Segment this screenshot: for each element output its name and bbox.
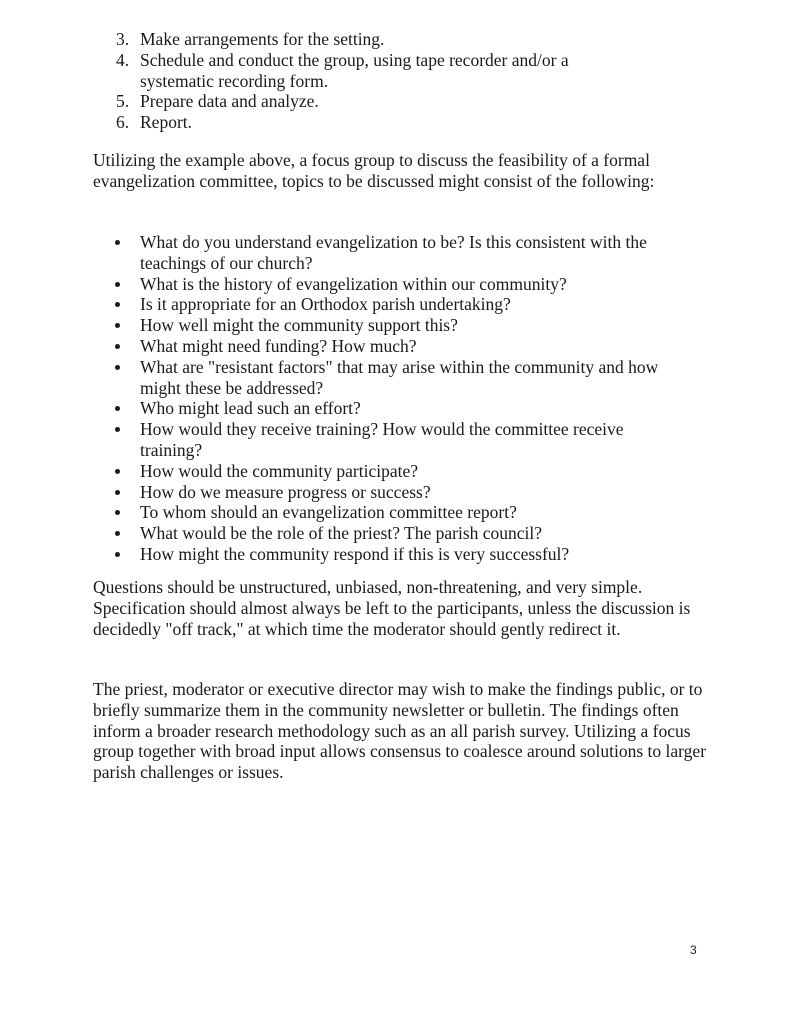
numbered-list [93,29,713,133]
bullet-icon [115,282,120,287]
list-number: 3. [116,29,130,49]
bullet-icon [115,469,120,474]
list-item-text: To whom should an evangelization committee report? [140,502,517,523]
bullet-list-item [93,336,713,357]
list-item-text: Prepare data and analyze. [140,91,319,112]
bullet-icon [115,302,120,307]
list-item-text: Schedule and conduct the group, using tape recorder and/or a systematic recording form. [140,49,569,91]
bullet-list-item [93,523,713,544]
questions-paragraph [93,577,713,639]
bullet-icon [115,552,120,557]
bullet-list-item [93,274,713,295]
list-item-text: How well might the community support this? [140,315,458,336]
list-item-text: Who might lead such an effort? [140,398,361,419]
list-item-text: How would the community participate? [140,460,418,481]
bullet-list-item [93,232,713,274]
intro-paragraph [93,150,693,192]
bullet-list-item [93,482,713,503]
bullet-icon [115,531,120,536]
bullet-icon [115,510,120,515]
bullet-list-item [93,315,713,336]
numbered-list-item [93,91,713,112]
findings-paragraph [93,679,708,783]
bullet-list-item [93,398,713,419]
bullet-list-item [93,502,713,523]
bullet-list-item [93,461,713,482]
list-item-text: Report. [140,112,193,133]
list-item-text: How might the community respond if this is very successful? [140,543,570,564]
bullet-list [93,232,713,565]
list-item-text: Make arrangements for the setting. [140,29,385,49]
list-item-text: How would they receive training? How would the committee receive training? [140,419,624,460]
list-item-text: What might need funding? How much? [140,335,417,356]
bullet-icon [115,406,120,411]
paragraph-text: The priest, moderator or executive director may wish to make the findings public, or to briefly summarize them in the community newsletter or bulletin. The findings often inform a broader research methodology such as an all parish survey. Utilizing a focus group together with broad input allows consensus to coalesce around solutions to larger parish challenges or issues. [93,679,707,783]
bullet-list-item [93,544,713,565]
list-item-text: What are "resistant factors" that may arise within the community and how might these be addressed? [140,356,659,398]
list-item-text: What do you understand evangelization to be? Is this consistent with the teachings of our church? [140,232,647,273]
bullet-icon [115,365,120,370]
list-item-text: Is it appropriate for an Orthodox parish undertaking? [140,294,511,315]
list-number: 4. [116,49,130,70]
bullet-icon [115,323,120,328]
list-number: 6. [116,112,130,133]
numbered-list-item [93,112,713,133]
bullet-list-item [93,357,713,399]
page-number: 3 [690,943,697,957]
bullet-list-item [93,294,713,315]
paragraph-text: Utilizing the example above, a focus group to discuss the feasibility of a formal evangelization committee, topics to be discussed might consist of the following: [93,150,655,191]
numbered-list-item [93,29,713,50]
bullet-icon [115,344,120,349]
paragraph-text: Questions should be unstructured, unbiased, non-threatening, and very simple. Specification should almost always be left to the participants, unless the discussion is decidedly "off track," at which time the moderator should gently redirect it. [93,577,691,639]
bullet-icon [115,240,120,245]
bullet-icon [115,490,120,495]
bullet-list-item [93,419,713,461]
list-item-text: How do we measure progress or success? [140,481,431,502]
list-number: 5. [116,91,130,112]
bullet-icon [115,427,120,432]
list-item-text: What would be the role of the priest? The parish council? [140,523,543,544]
numbered-list-item [93,50,713,92]
list-item-text: What is the history of evangelization within our community? [140,273,567,294]
